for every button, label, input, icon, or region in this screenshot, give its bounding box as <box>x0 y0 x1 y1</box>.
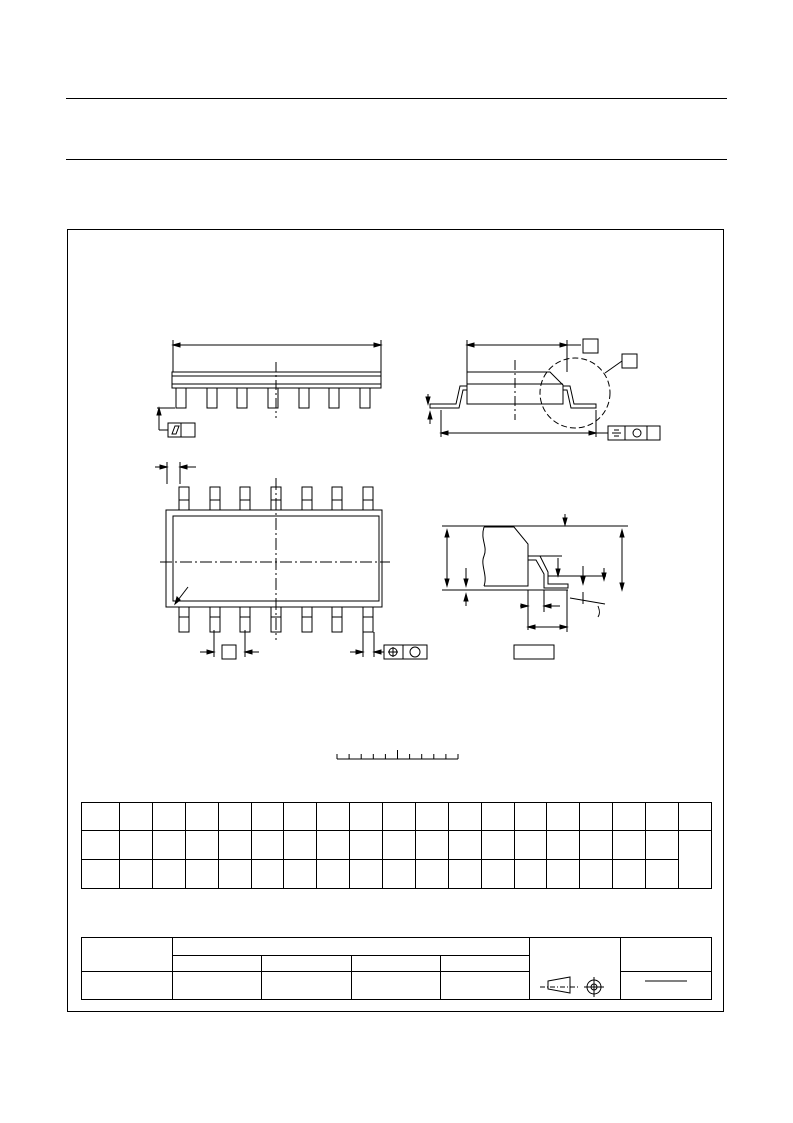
outline-version-table <box>81 937 712 1000</box>
top-lead-upper <box>179 487 189 510</box>
dimension-cell <box>646 831 679 860</box>
dimension-cell <box>317 860 350 889</box>
references-header-cell <box>173 938 530 956</box>
top-lead-upper <box>363 487 373 510</box>
dimension-cell <box>251 831 284 860</box>
dimension-cell <box>547 831 580 860</box>
top-lead-upper <box>210 487 220 510</box>
dimension-cell <box>514 860 547 889</box>
dimension-cell <box>481 860 514 889</box>
dimension-cell <box>350 860 383 889</box>
dimension-cell <box>120 831 153 860</box>
outline-version-cell <box>82 938 173 972</box>
top-lead-upper <box>332 487 342 510</box>
date-value-cell <box>621 972 712 1000</box>
top-lead-lower <box>240 607 250 632</box>
lead-detail <box>442 514 628 659</box>
dimension-cell <box>646 803 679 831</box>
dimension-cell <box>547 860 580 889</box>
dimension-cell <box>152 831 185 860</box>
top-lead-upper <box>240 487 250 510</box>
dimension-cell <box>415 860 448 889</box>
dimension-table <box>81 802 712 889</box>
jeita-value-cell <box>351 972 440 1000</box>
dimension-cell <box>120 803 153 831</box>
dimension-cell <box>82 831 120 860</box>
ref-iec-cell <box>173 956 262 972</box>
dimension-cell <box>82 803 120 831</box>
dimension-cell <box>317 831 350 860</box>
dimension-cell <box>218 831 251 860</box>
dimension-cell <box>284 831 317 860</box>
scale-bar <box>337 750 458 759</box>
dimension-cell <box>317 803 350 831</box>
dimension-cell <box>251 860 284 889</box>
side-lead <box>360 388 370 408</box>
dimension-cell <box>646 860 679 889</box>
dimension-cell <box>152 803 185 831</box>
iec-value-cell <box>173 972 262 1000</box>
end-view <box>426 339 660 440</box>
dimension-cell <box>415 803 448 831</box>
dimension-cell <box>82 860 120 889</box>
dimension-cell <box>613 803 646 831</box>
ref-jedec-cell <box>262 956 351 972</box>
dimension-cell <box>514 831 547 860</box>
side-lead <box>207 388 217 408</box>
dimension-cell <box>580 803 613 831</box>
dimension-cell <box>284 803 317 831</box>
dimension-cell <box>448 860 481 889</box>
european-projection-cell <box>530 938 621 1000</box>
dimension-cell <box>678 831 711 889</box>
dimension-cell <box>580 860 613 889</box>
dimension-cell <box>185 803 218 831</box>
dimension-cell <box>514 803 547 831</box>
side-view <box>157 340 381 437</box>
dimension-cell <box>218 860 251 889</box>
dimension-cell <box>383 860 416 889</box>
side-lead <box>299 388 309 408</box>
dimension-cell <box>448 831 481 860</box>
top-lead-lower <box>179 607 189 632</box>
top-lead-lower <box>363 607 373 632</box>
extra-value-cell <box>440 972 529 1000</box>
dimension-cell <box>481 831 514 860</box>
dimension-cell <box>185 831 218 860</box>
top-lead-lower <box>210 607 220 632</box>
dimension-cell <box>383 803 416 831</box>
projection-symbol-icon <box>530 939 620 999</box>
dimension-cell <box>185 860 218 889</box>
top-lead-lower <box>302 607 312 632</box>
dimension-cell <box>120 860 153 889</box>
top-view <box>155 462 427 659</box>
dimension-cell <box>383 831 416 860</box>
outline-value-cell <box>82 972 173 1000</box>
dimension-cell <box>350 803 383 831</box>
dimension-cell <box>547 803 580 831</box>
jedec-value-cell <box>262 972 351 1000</box>
dimension-cell <box>678 803 711 831</box>
dimension-cell <box>350 831 383 860</box>
issue-date-cell <box>621 938 712 972</box>
dimension-cell <box>613 831 646 860</box>
dimension-cell <box>284 860 317 889</box>
dimension-cell <box>613 860 646 889</box>
dimension-cell <box>218 803 251 831</box>
side-lead <box>176 388 186 408</box>
top-lead-upper <box>302 487 312 510</box>
dimension-cell <box>251 803 284 831</box>
ref-extra-cell <box>440 956 529 972</box>
top-lead-lower <box>332 607 342 632</box>
side-lead <box>237 388 247 408</box>
dimension-cell <box>415 831 448 860</box>
dimension-cell <box>481 803 514 831</box>
ref-jeita-cell <box>351 956 440 972</box>
dimension-cell <box>448 803 481 831</box>
side-lead <box>329 388 339 408</box>
dimension-cell <box>152 860 185 889</box>
dimension-cell <box>580 831 613 860</box>
